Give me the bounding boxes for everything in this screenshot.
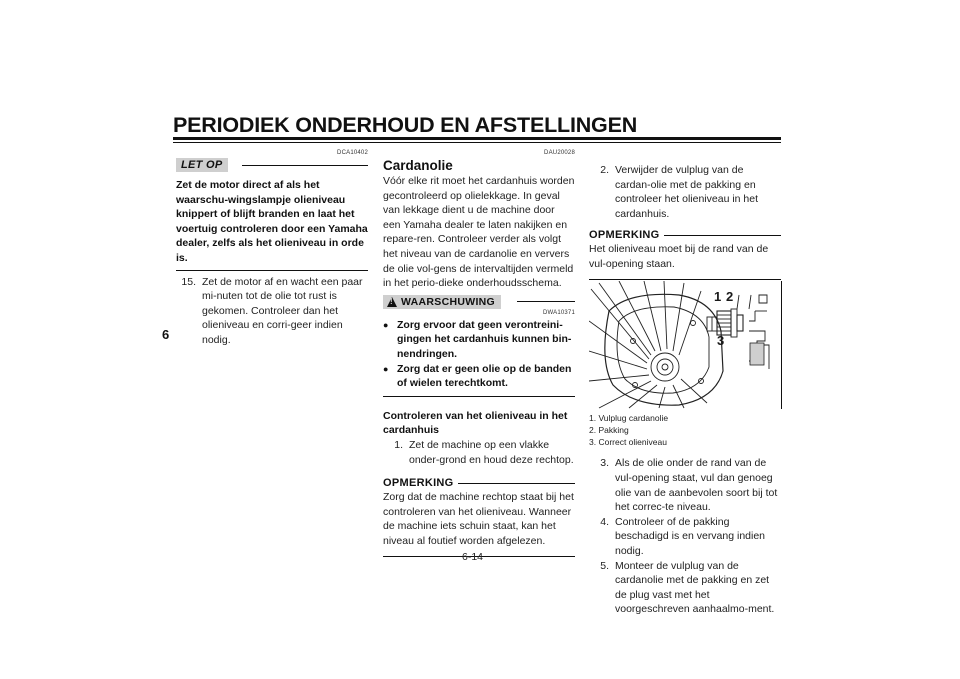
step-5 bbox=[589, 559, 781, 617]
step-text: Verwijder de vulplug van de cardan-olie met de pakking en controleer het olieniveau in het cardanhuis. bbox=[615, 164, 759, 220]
caption-item: 1. Vulplug cardanolie bbox=[589, 412, 669, 423]
caution-end-rule bbox=[176, 270, 368, 271]
warning-code: DWA10371 bbox=[542, 309, 575, 316]
oil-level-fill bbox=[750, 343, 764, 365]
step-1 bbox=[383, 438, 575, 467]
step-number: 4. bbox=[600, 515, 609, 528]
cardan-housing-illustration bbox=[589, 281, 781, 409]
caution-code: DCA10402 bbox=[337, 150, 368, 156]
step-15 bbox=[176, 275, 368, 348]
note-title: OPMERKING bbox=[589, 229, 660, 242]
step-text: Zet de motor af en wacht een paar mi-nuten tot de olie tot rust is gekomen. Controleer dan het olieniveau en corri-geer indien nodig. bbox=[202, 275, 363, 346]
section-heading: Cardanolie bbox=[383, 158, 453, 173]
warning-badge bbox=[383, 295, 501, 309]
warning-triangle-icon bbox=[387, 297, 397, 307]
section-intro: Vóór elke rit moet het cardanhuis worden gecontroleerd op olielekkage. In geval van lekkage dient u de machine door een Yamaha dealer te laten nakijken en repare-ren. Controleer verder als volgt het niveau van de cardanolie en ververs de olie vol-gens de intervaltijden vermeld in het perio-dieke onderhoudsschema. bbox=[383, 175, 575, 290]
figure-callout-1: 1 bbox=[714, 288, 722, 304]
caution-text: Zet de motor direct af als het waarschu-wingslampje olieniveau knippert of blijft branden en laat het voertuig controleren door een Yamaha dealer, zelfs als het olieniveau in orde is. bbox=[176, 179, 368, 264]
header-rule bbox=[173, 137, 781, 140]
note-text: Zorg dat de machine rechtop staat bij het controleren van het olieniveau. Wanneer de machine iets schuin staat, kan het niveau al foutief worden afgelezen. bbox=[383, 491, 574, 547]
column-right bbox=[589, 163, 781, 617]
bullet-text: Zorg ervoor dat geen verontreini-gingen het cardanhuis kunnen bin-nendringen. bbox=[397, 318, 572, 360]
note-header bbox=[589, 229, 781, 241]
subheading: Controleren van het olieniveau in het cardanhuis bbox=[383, 409, 568, 437]
warning-label: WAARSCHUWING bbox=[401, 295, 496, 308]
note-title: OPMERKING bbox=[383, 477, 454, 490]
page-title: PERIODIEK ONDERHOUD EN AFSTELLINGEN bbox=[173, 113, 638, 137]
step-2 bbox=[589, 163, 781, 221]
figure-callout-2: 2 bbox=[726, 288, 734, 304]
figure-cardan-filler bbox=[589, 281, 782, 409]
note-rule bbox=[458, 483, 575, 484]
warning-bullet bbox=[383, 318, 575, 362]
note-header bbox=[383, 477, 575, 489]
warning-rule bbox=[517, 301, 575, 302]
step-number: 5. bbox=[600, 559, 609, 572]
bullet-text: Zorg dat er geen olie op de banden of wielen terechtkomt. bbox=[397, 362, 572, 390]
chapter-tab: 6 bbox=[162, 327, 170, 342]
step-text: Monteer de vulplug van de cardanolie met de pakking en zet de plug vast met het voorgeschreven aanhaalmo-ment. bbox=[615, 559, 775, 616]
header-rule-thin bbox=[173, 142, 781, 143]
caption-item: 3. Correct olieniveau bbox=[589, 437, 667, 448]
bullet-icon: ● bbox=[383, 319, 389, 330]
page-number: 6-14 bbox=[462, 551, 484, 563]
steps-list bbox=[589, 456, 781, 617]
step-3 bbox=[589, 456, 781, 514]
column-middle bbox=[383, 150, 575, 557]
figure-callout-3: 3 bbox=[717, 332, 725, 348]
caution-badge: LET OP bbox=[176, 158, 228, 172]
step-number: 3. bbox=[600, 457, 609, 470]
section-code: DAU20028 bbox=[544, 150, 575, 156]
caution-header bbox=[176, 158, 368, 172]
step-number: 1. bbox=[394, 438, 403, 451]
warning-end-rule bbox=[383, 396, 575, 397]
column-left bbox=[176, 150, 368, 348]
bullet-icon: ● bbox=[383, 363, 389, 374]
note-end-rule bbox=[589, 279, 781, 280]
step-text: Zet de machine op een vlakke onder-grond en houd deze rechtop. bbox=[409, 438, 574, 466]
figure-captions bbox=[589, 412, 781, 449]
warning-bullet bbox=[383, 362, 575, 391]
warning-header bbox=[383, 295, 575, 309]
step-text: Als de olie onder de rand van de vul-opening staat, vul dan genoeg olie van de aanbevolen soort bij tot het correc-te niveau. bbox=[615, 457, 778, 514]
note-text: Het olieniveau moet bij de rand van de vul-opening staan. bbox=[589, 243, 769, 270]
caution-rule bbox=[242, 165, 368, 166]
step-4 bbox=[589, 515, 781, 559]
step-number: 2. bbox=[600, 164, 609, 176]
step-number: 15. bbox=[181, 275, 196, 288]
step-text: Controleer of de pakking beschadigd is en vervang indien nodig. bbox=[615, 515, 766, 558]
caption-item: 2. Pakking bbox=[589, 424, 629, 435]
note-rule bbox=[664, 235, 781, 236]
